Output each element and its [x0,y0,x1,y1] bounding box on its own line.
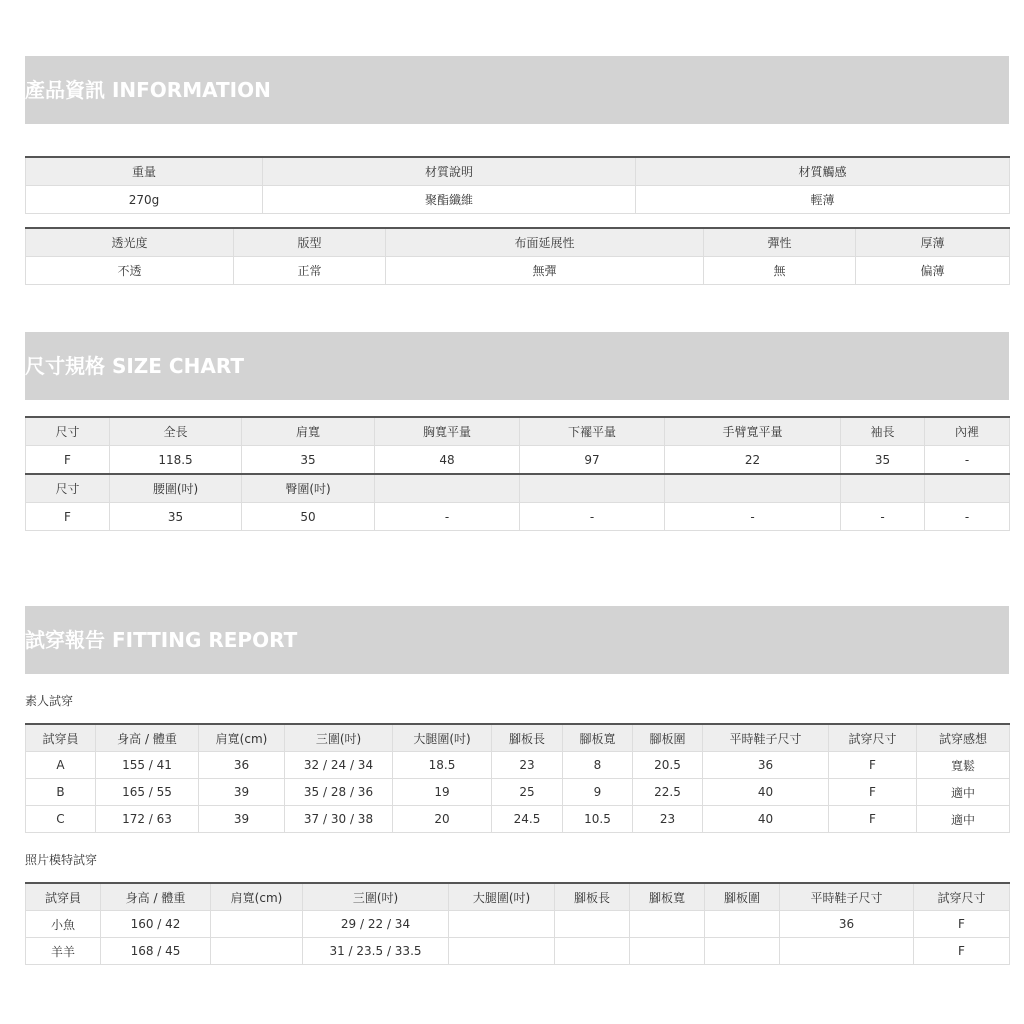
value-cell: 羊羊 [26,938,101,965]
value-cell: - [925,446,1010,475]
value-cell: 35 [841,446,925,475]
value-cell [630,938,705,965]
header-cell: 材質說明 [263,157,636,186]
value-cell [211,911,303,938]
value-cell: 9 [563,779,633,806]
header-cell [375,474,520,503]
value-cell: 正常 [234,257,386,285]
value-cell: B [26,779,96,806]
value-cell: 50 [242,503,375,531]
value-cell: 無彈 [386,257,704,285]
value-cell: 偏薄 [856,257,1010,285]
value-cell: 35 [242,446,375,475]
value-cell [555,911,630,938]
size-chart-banner [25,332,1009,400]
value-cell: 25 [492,779,563,806]
value-cell: 適中 [917,779,1010,806]
header-cell: 腳板圍 [705,883,780,911]
header-cell: 肩寬(cm) [211,883,303,911]
table-header-row [26,157,1010,186]
value-cell: - [925,503,1010,531]
amateur-fitting-label: 素人試穿 [25,694,74,708]
value-cell: 輕薄 [636,186,1010,214]
header-cell [925,474,1010,503]
table-row [26,938,1010,965]
value-cell: 40 [703,779,829,806]
value-cell: 23 [492,752,563,779]
value-cell: 39 [199,779,285,806]
value-cell: F [829,752,917,779]
table-row [26,186,1010,214]
header-cell: 袖長 [841,417,925,446]
header-cell: 腳板長 [555,883,630,911]
value-cell: 172 / 63 [96,806,199,833]
value-cell: 168 / 45 [101,938,211,965]
value-cell: 35 [110,503,242,531]
header-cell: 試穿感想 [917,724,1010,752]
table-row [26,806,1010,833]
info-table-2 [25,227,1010,285]
value-cell: 無 [704,257,856,285]
header-cell: 材質觸感 [636,157,1010,186]
header-cell: 平時鞋子尺寸 [703,724,829,752]
header-cell: 布面延展性 [386,228,704,257]
header-cell: 腰圍(吋) [110,474,242,503]
value-cell: 不透 [26,257,234,285]
value-cell: 24.5 [492,806,563,833]
value-cell: 32 / 24 / 34 [285,752,393,779]
header-cell: 大腿圍(吋) [393,724,492,752]
size-chart-table [25,416,1010,531]
value-cell: 165 / 55 [96,779,199,806]
value-cell: 160 / 42 [101,911,211,938]
value-cell: 22 [665,446,841,475]
value-cell: 23 [633,806,703,833]
header-cell: 三圍(吋) [303,883,449,911]
header-cell: 身高 / 體重 [96,724,199,752]
value-cell: 97 [520,446,665,475]
value-cell: - [375,503,520,531]
header-cell: 肩寬 [242,417,375,446]
header-cell: 版型 [234,228,386,257]
table-row [26,446,1010,475]
value-cell: 155 / 41 [96,752,199,779]
header-cell: 平時鞋子尺寸 [780,883,914,911]
value-cell: 19 [393,779,492,806]
table-header-row [26,883,1010,911]
value-cell: - [520,503,665,531]
table-header-row [26,417,1010,446]
value-cell: F [829,779,917,806]
information-title: 產品資訊 INFORMATION [25,78,271,102]
value-cell: F [26,446,110,475]
table-row [26,257,1010,285]
header-cell: 三圍(吋) [285,724,393,752]
value-cell: C [26,806,96,833]
value-cell: 39 [199,806,285,833]
value-cell: 270g [26,186,263,214]
value-cell: 36 [199,752,285,779]
value-cell: 48 [375,446,520,475]
header-cell [520,474,665,503]
header-cell: 腳板圍 [633,724,703,752]
value-cell [630,911,705,938]
value-cell [449,911,555,938]
value-cell: - [665,503,841,531]
amateur-fitting-table [25,723,1010,833]
table-row [26,752,1010,779]
value-cell: 20 [393,806,492,833]
header-cell: 胸寬平量 [375,417,520,446]
header-cell: 腳板長 [492,724,563,752]
header-cell: 大腿圍(吋) [449,883,555,911]
value-cell: F [26,503,110,531]
value-cell: 31 / 23.5 / 33.5 [303,938,449,965]
value-cell: 20.5 [633,752,703,779]
table-header-row [26,228,1010,257]
header-cell: 腳板寬 [630,883,705,911]
header-cell: 腳板寬 [563,724,633,752]
header-cell: 厚薄 [856,228,1010,257]
value-cell [449,938,555,965]
header-cell: 試穿員 [26,724,96,752]
table-header-row [26,474,1010,503]
table-row [26,911,1010,938]
value-cell [211,938,303,965]
header-cell [841,474,925,503]
value-cell [705,911,780,938]
value-cell: 40 [703,806,829,833]
table-header-row [26,724,1010,752]
value-cell: 22.5 [633,779,703,806]
value-cell: - [841,503,925,531]
header-cell: 身高 / 體重 [101,883,211,911]
header-cell: 肩寬(cm) [199,724,285,752]
value-cell [780,938,914,965]
header-cell: 透光度 [26,228,234,257]
header-cell: 內裡 [925,417,1010,446]
value-cell: F [914,911,1010,938]
header-cell: 彈性 [704,228,856,257]
value-cell: 36 [780,911,914,938]
header-cell: 試穿尺寸 [914,883,1010,911]
header-cell: 尺寸 [26,417,110,446]
value-cell: 8 [563,752,633,779]
value-cell [705,938,780,965]
value-cell: 寬鬆 [917,752,1010,779]
size-chart-title: 尺寸規格 SIZE CHART [25,354,244,378]
header-cell: 重量 [26,157,263,186]
value-cell: F [914,938,1010,965]
value-cell: 35 / 28 / 36 [285,779,393,806]
header-cell: 試穿員 [26,883,101,911]
value-cell: F [829,806,917,833]
value-cell: 聚酯纖維 [263,186,636,214]
header-cell: 手臂寬平量 [665,417,841,446]
header-cell: 全長 [110,417,242,446]
fitting-report-banner [25,606,1009,674]
info-table-1 [25,156,1010,214]
value-cell: 29 / 22 / 34 [303,911,449,938]
value-cell: 118.5 [110,446,242,475]
header-cell: 下襬平量 [520,417,665,446]
value-cell: 37 / 30 / 38 [285,806,393,833]
value-cell: A [26,752,96,779]
table-row [26,779,1010,806]
header-cell: 臀圍(吋) [242,474,375,503]
value-cell: 36 [703,752,829,779]
value-cell: 18.5 [393,752,492,779]
value-cell: 小魚 [26,911,101,938]
value-cell: 10.5 [563,806,633,833]
information-banner [25,56,1009,124]
value-cell: 適中 [917,806,1010,833]
header-cell [665,474,841,503]
table-row [26,503,1010,531]
header-cell: 尺寸 [26,474,110,503]
header-cell: 試穿尺寸 [829,724,917,752]
fitting-report-title: 試穿報告 FITTING REPORT [25,628,298,652]
value-cell [555,938,630,965]
model-fitting-label: 照片模特試穿 [25,853,98,867]
model-fitting-table [25,882,1010,965]
